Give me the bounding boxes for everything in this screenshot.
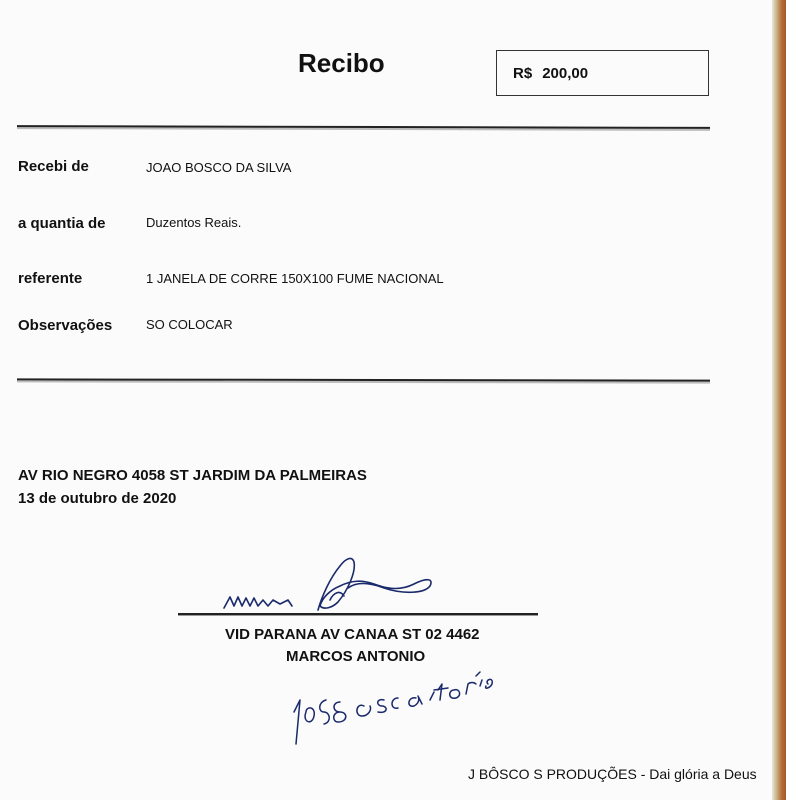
amount-words: Duzentos Reais. — [146, 215, 242, 230]
notes-value: SO COLOCAR — [146, 317, 233, 332]
amount-currency: R$ — [513, 64, 533, 82]
signer-name: MARCOS ANTONIO — [286, 648, 426, 665]
amount-label: a quantia de — [18, 215, 106, 232]
reference-label: referente — [18, 270, 83, 287]
footer-credit: J BÔSCO S PRODUÇÕES - Dai glória a Deus — [468, 766, 757, 782]
location-date: 13 de outubro de 2020 — [18, 490, 177, 507]
receipt-title: Recibo — [298, 48, 385, 78]
signer-address: VID PARANA AV CANAA ST 02 4462 — [225, 626, 480, 643]
notes-label: Observações — [18, 317, 113, 334]
received-from-value: JOAO BOSCO DA SILVA — [146, 160, 292, 175]
reference-value: 1 JANELA DE CORRE 150X100 FUME NACIONAL — [146, 271, 444, 286]
received-from-label: Recebi de — [18, 158, 89, 175]
amount-value: 200,00 — [542, 64, 589, 82]
location-address: AV RIO NEGRO 4058 ST JARDIM DA PALMEIRAS — [18, 467, 367, 484]
